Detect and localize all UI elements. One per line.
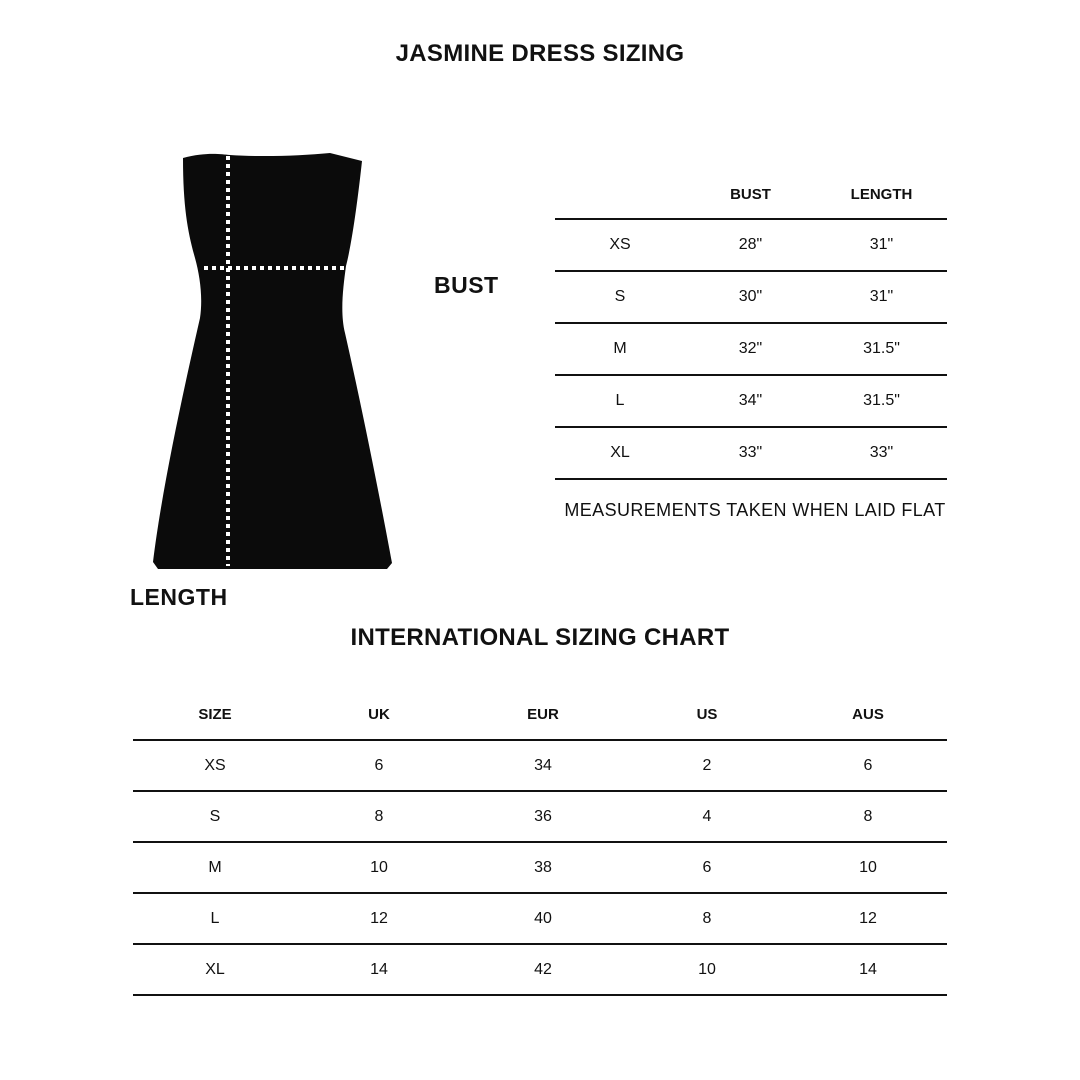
cell-size: S — [614, 288, 626, 305]
bust-label: BUST — [434, 272, 499, 298]
cell-aus: 14 — [859, 960, 877, 978]
cell-aus: 10 — [859, 858, 877, 876]
cell-uk: 8 — [374, 807, 384, 825]
cell-eur: 38 — [534, 858, 552, 876]
header-uk: UK — [368, 706, 390, 723]
cell-uk: 12 — [370, 909, 388, 927]
cell-uk: 6 — [374, 756, 384, 774]
table-row — [555, 270, 947, 322]
cell-eur: 34 — [534, 756, 552, 774]
table-row — [555, 322, 947, 374]
cell-us: 2 — [702, 756, 712, 774]
cell-eur: 40 — [534, 909, 552, 927]
table-row — [133, 790, 947, 841]
table-header — [133, 690, 947, 739]
table-row — [555, 218, 947, 270]
cell-uk: 10 — [370, 858, 388, 876]
header-length: LENGTH — [850, 185, 913, 203]
cell-length: 31.5" — [863, 340, 900, 357]
cell-bust: 28" — [738, 236, 763, 253]
international-title: INTERNATIONAL SIZING CHART — [350, 624, 730, 651]
header-eur: EUR — [527, 706, 559, 723]
cell-size: XS — [204, 756, 226, 774]
cell-eur: 36 — [534, 807, 552, 825]
cell-bust: 33" — [738, 444, 763, 461]
cell-size: L — [210, 909, 220, 927]
cell-uk: 14 — [370, 960, 388, 978]
table-row — [555, 426, 947, 480]
cell-us: 4 — [702, 807, 712, 825]
cell-length: 31.5" — [863, 392, 900, 409]
cell-eur: 42 — [534, 960, 552, 978]
cell-aus: 6 — [863, 756, 873, 774]
page-title: JASMINE DRESS SIZING — [395, 40, 685, 67]
cell-bust: 32" — [738, 340, 763, 357]
cell-size: S — [209, 807, 221, 825]
dress-body — [153, 153, 392, 569]
cell-size: XL — [205, 960, 225, 978]
cell-bust: 30" — [738, 288, 763, 305]
cell-aus: 8 — [863, 807, 873, 825]
cell-size: XS — [609, 236, 631, 253]
cell-length: 31" — [869, 288, 894, 305]
cell-size: M — [613, 340, 627, 357]
cell-bust: 34" — [738, 392, 763, 409]
header-size: SIZE — [198, 706, 232, 723]
cell-size: XL — [610, 444, 630, 461]
header-aus: AUS — [852, 706, 884, 723]
dress-illustration — [150, 148, 395, 573]
table-row — [133, 739, 947, 790]
cell-us: 10 — [698, 960, 716, 978]
measurement-note: MEASUREMENTS TAKEN WHEN LAID FLAT — [564, 500, 946, 520]
cell-length: 31" — [869, 236, 894, 253]
measurement-table — [555, 170, 947, 480]
cell-size: M — [208, 858, 222, 876]
table-row — [133, 841, 947, 892]
cell-us: 6 — [702, 858, 712, 876]
header-bust: BUST — [730, 185, 771, 203]
table-row — [133, 943, 947, 996]
table-row — [555, 374, 947, 426]
dress-icon — [150, 148, 395, 573]
cell-us: 8 — [702, 909, 712, 927]
table-header — [555, 170, 947, 218]
length-label: LENGTH — [130, 584, 228, 610]
header-us: US — [696, 706, 718, 723]
international-table — [133, 690, 947, 996]
cell-size: L — [615, 392, 625, 409]
table-row — [133, 892, 947, 943]
cell-length: 33" — [869, 444, 894, 461]
cell-aus: 12 — [859, 909, 877, 927]
